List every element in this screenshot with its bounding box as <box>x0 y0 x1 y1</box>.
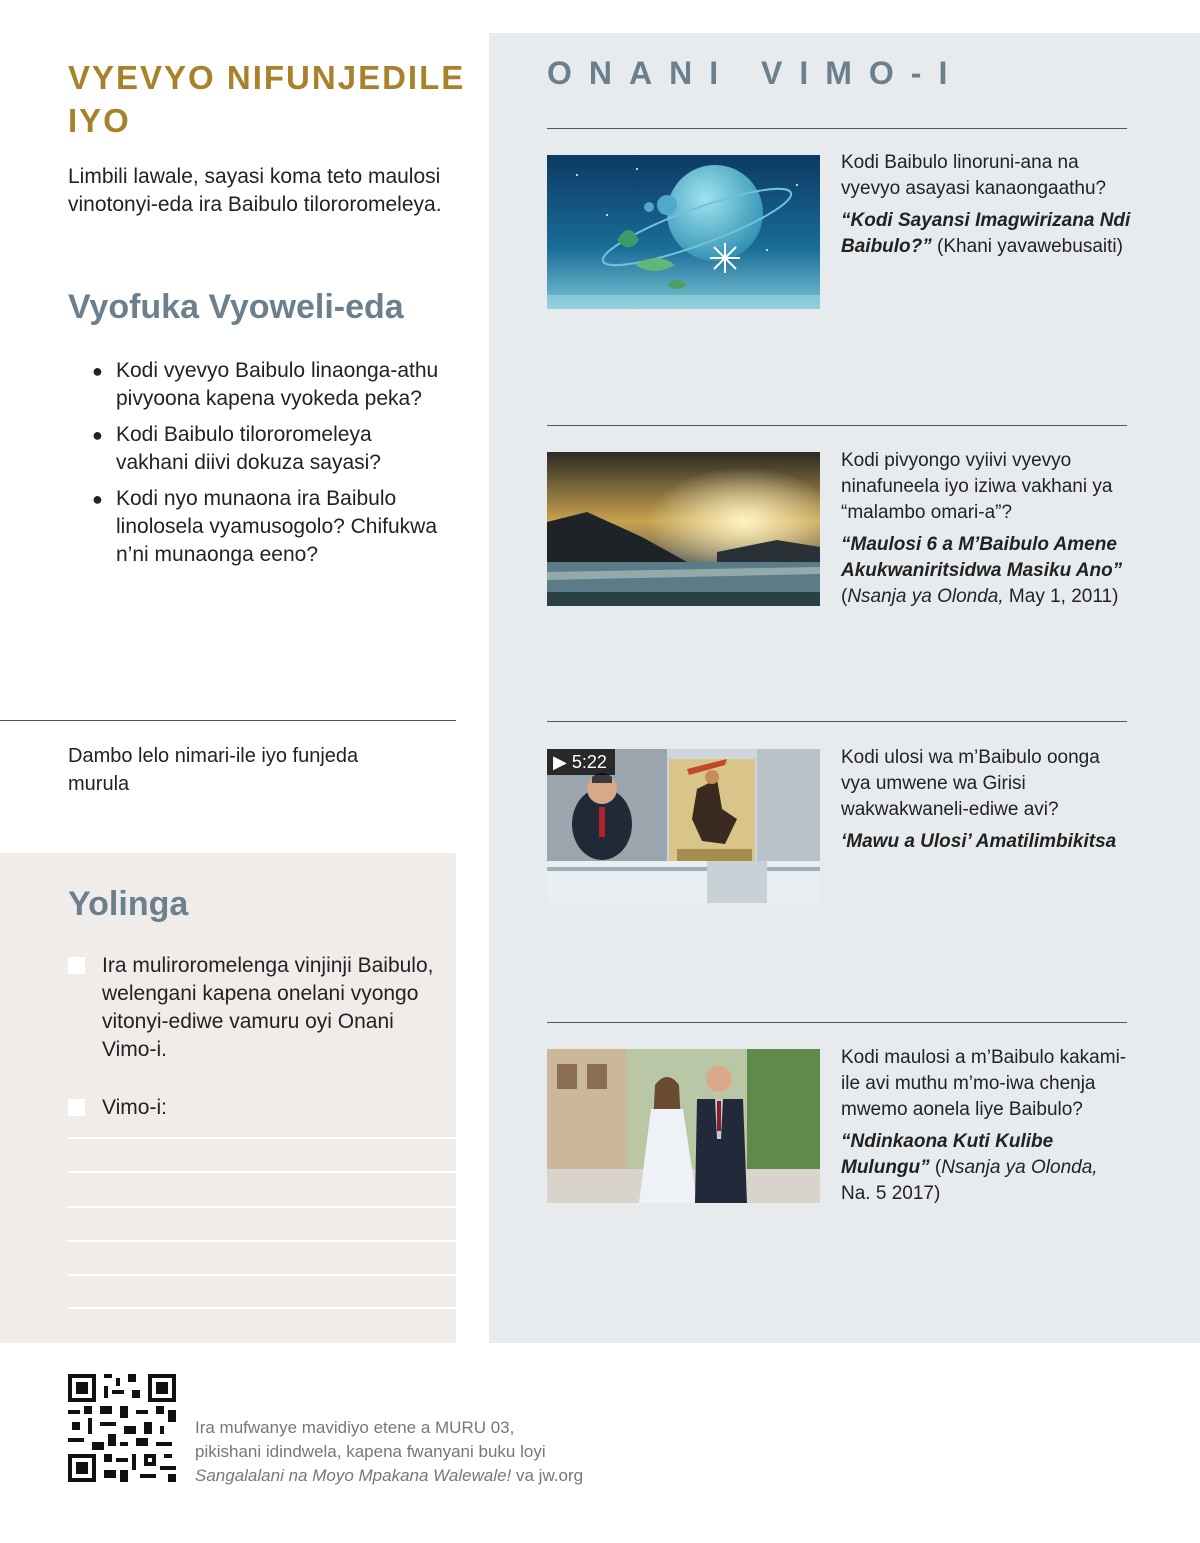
explore-title: ONANI VIMO-I <box>547 55 965 91</box>
write-in-line <box>68 1137 456 1139</box>
resource-item <box>841 448 1131 610</box>
divider <box>547 128 1127 129</box>
checkbox-icon[interactable] <box>68 957 85 974</box>
divider <box>547 721 1127 722</box>
summary-title: VYEVYO NIFUNJEDILE IYO <box>68 59 466 139</box>
couple-walking-image[interactable] <box>547 1049 820 1203</box>
resource-item <box>841 745 1131 855</box>
video-duration-badge: ▶ 5:22 <box>547 749 615 775</box>
write-in-line <box>68 1240 456 1242</box>
resource-reference[interactable]: “Ndinkaona Kuti Kulibe Mulungu” (Nsanja ya Olonda, Na. 5 2017) <box>841 1131 1098 1204</box>
checkbox-icon[interactable] <box>68 1099 85 1116</box>
video-thumbnail[interactable] <box>547 749 820 903</box>
review-item: ● Kodi nyo munaona ira Baibulo linolosela vyamusogolo? Chifukwa n’ni munaonga eeno? <box>92 487 438 566</box>
book-title[interactable]: Sangalalani na Moyo Mpakana Walewale! <box>195 1466 512 1485</box>
resource-reference[interactable]: “Kodi Sayansi Imagwirizana Ndi Baibulo?” (Khani yavawebusaiti) <box>841 210 1131 257</box>
resource-question: Kodi pivyongo vyiivi vyevyo ninafuneela iyo iziwa vakhani ya “malambo omari-a”? <box>841 450 1113 523</box>
resource-reference[interactable]: “Maulosi 6 a M’Baibulo Amene Akukwaniritsidwa Masiku Ano” (Nsanja ya Olonda, May 1, 2011) <box>841 534 1123 607</box>
resource-reference[interactable]: ‘Mawu a Ulosi’ Amatilimbikitsa <box>841 831 1117 852</box>
write-in-line <box>68 1307 456 1309</box>
resource-item <box>841 150 1131 260</box>
goal-title: Yolinga <box>68 885 189 923</box>
summary-text: Limbili lawale, sayasi koma teto maulosi vinotonyi-eda ira Baibulo tilororomeleya. <box>68 165 442 216</box>
write-in-line <box>68 1274 456 1276</box>
bullet-icon: ● <box>92 425 103 445</box>
resource-question: Kodi maulosi a m’Baibulo kakami-ile avi muthu m’mo-iwa chenja mwemo aonela liye Baibulo? <box>841 1047 1127 1120</box>
date-label: Dambo lelo nimari-ile iyo funjeda murula <box>68 745 359 795</box>
goal-item: Ira muliroromelenga vinjinji Baibulo, welengani kapena onelani vyongo vitonyi-ediwe vamuru oyi Onani Vimo-i. <box>68 952 438 1064</box>
goal-item: Vimo-i: <box>68 1094 438 1122</box>
write-in-line <box>68 1171 456 1173</box>
divider <box>0 720 456 721</box>
review-title: Vyofuka Vyoweli-eda <box>68 288 404 326</box>
stormy-landscape-image[interactable] <box>547 452 820 606</box>
planet-science-image[interactable] <box>547 155 820 309</box>
bullet-icon: ● <box>92 361 103 381</box>
play-icon: ▶ <box>553 752 567 772</box>
resource-item <box>841 1045 1131 1207</box>
divider <box>547 1022 1127 1023</box>
resource-question: Kodi Baibulo linoruni-ana na vyevyo asayasi kanaongaathu? <box>841 152 1107 199</box>
review-item: ● Kodi Baibulo tilororomeleya vakhani diivi dokuza sayasi? <box>92 423 381 474</box>
bullet-icon: ● <box>92 489 103 509</box>
divider <box>547 425 1127 426</box>
qr-code-icon[interactable] <box>68 1374 176 1482</box>
write-in-line <box>68 1206 456 1208</box>
review-list <box>92 357 442 577</box>
footer-note: Ira mufwanye mavidiyo etene a MURU 03, pikishani idindwela, kapena fwanyani buku loyi Sangalalani na Moyo Mpakana Walewale! va jw.org <box>195 1418 584 1485</box>
review-item: ● Kodi vyevyo Baibulo linaonga-athu pivyoona kapena vyokeda peka? <box>92 359 439 410</box>
resource-question: Kodi ulosi wa m’Baibulo oonga vya umwene wa Girisi wakwakwaneli-ediwe avi? <box>841 747 1100 820</box>
